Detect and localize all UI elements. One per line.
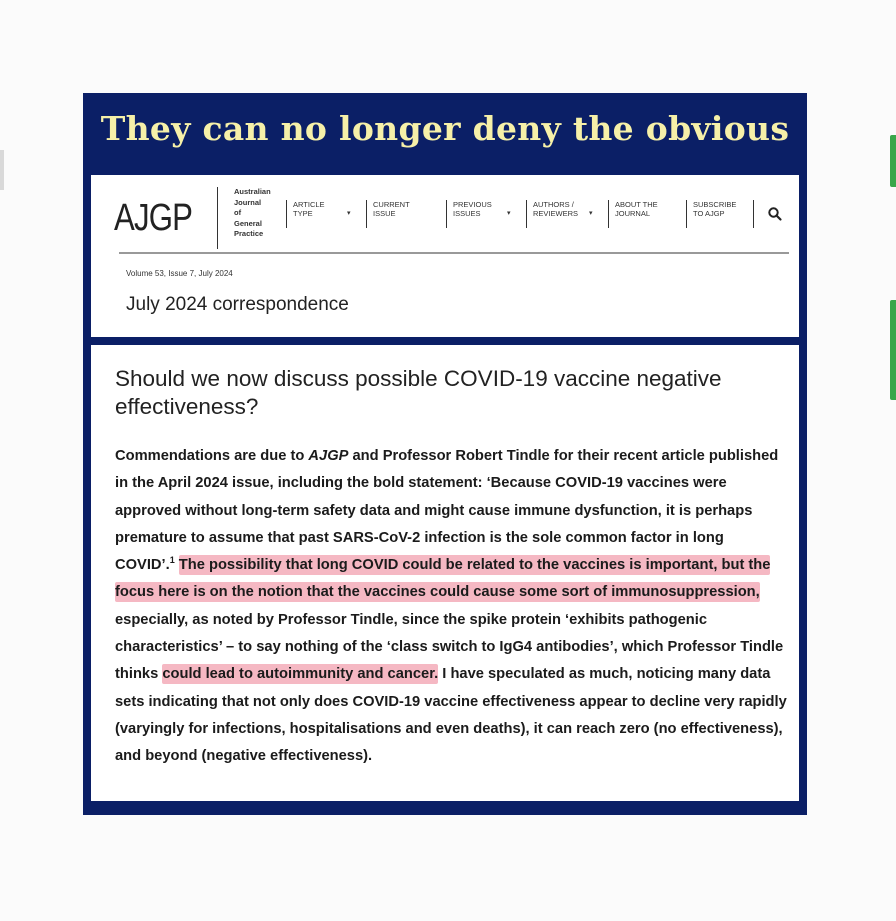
nav-authors-reviewers[interactable]: AUTHORS / REVIEWERS ▾ xyxy=(526,200,602,228)
ajgp-logo[interactable]: AJGP xyxy=(114,197,193,239)
journal-name-italic: AJGP xyxy=(308,448,349,464)
highlighted-text: could lead to autoimmunity and cancer. xyxy=(162,666,439,683)
screenshot-frame xyxy=(83,93,807,815)
site-header xyxy=(91,175,799,337)
correspondence-title: July 2024 correspondence xyxy=(126,294,349,315)
article-title: Should we now discuss possible COVID-19 vaccine negative effectiveness? xyxy=(115,366,722,419)
chevron-down-icon: ▾ xyxy=(347,210,351,217)
meme-headline: They can no longer deny the obvious xyxy=(100,109,790,148)
article-body: Commendations are due to AJGP and Professor Robert Tindle for their recent article published in the April 2024 issue, including the bold statement: ‘Because COVID-19 vaccines were approved without long-term safety data and might cause immune dysfunction, it is perhaps premature to assume that past SARS-CoV-2 infection is the sole common factor in long COVID’.$^1$ The possibility that long COVID could be related to the vaccines is important, but the focus here is on the notion that the vaccines could cause some sort of immunosuppression, especially, as noted by Professor Tindle, since the spike protein ‘exhibits pathogenic characteristics’ – to say nothing of the ‘class switch to IgG4 antibodies’, which Professor Tindle thinks could lead to autoimmunity and cancer. I have speculated as much, noticing many data sets indicating that not only does COVID-19 vaccine effectiveness appear to decline very rapidly (varyingly for infections, hospitalisations and even deaths), it can reach zero (no effectiveness), and beyond (negative effectiveness). xyxy=(115,448,787,765)
left-edge-mark xyxy=(0,150,4,190)
highlighted-text: The possibility that long COVID could be related to the vaccines is important, but the focus here is on the notion that the vaccines could cause some sort of immunosuppression, xyxy=(115,557,771,601)
header-rule xyxy=(119,252,789,254)
nav-previous-issues[interactable]: PREVIOUS ISSUES ▾ xyxy=(446,200,520,228)
nav-subscribe[interactable]: SUBSCRIBE TO AJGP xyxy=(686,200,754,228)
logo-divider xyxy=(217,187,218,249)
green-edge-mark xyxy=(890,135,896,187)
nav-article-type[interactable]: ARTICLE TYPE ▾ xyxy=(286,200,360,228)
nav-current-issue[interactable]: CURRENT ISSUE xyxy=(366,200,440,228)
journal-name: Australian Journal of General Practice xyxy=(234,187,271,238)
chevron-down-icon: ▾ xyxy=(589,210,593,217)
green-edge-mark xyxy=(890,300,896,400)
issue-volume: Volume 53, Issue 7, July 2024 xyxy=(126,269,233,278)
reference-marker[interactable]: 1 xyxy=(169,555,175,566)
article-card xyxy=(91,345,799,801)
nav-about-journal[interactable]: ABOUT THE JOURNAL xyxy=(608,200,680,228)
search-icon[interactable] xyxy=(767,206,783,222)
chevron-down-icon: ▾ xyxy=(507,210,511,217)
